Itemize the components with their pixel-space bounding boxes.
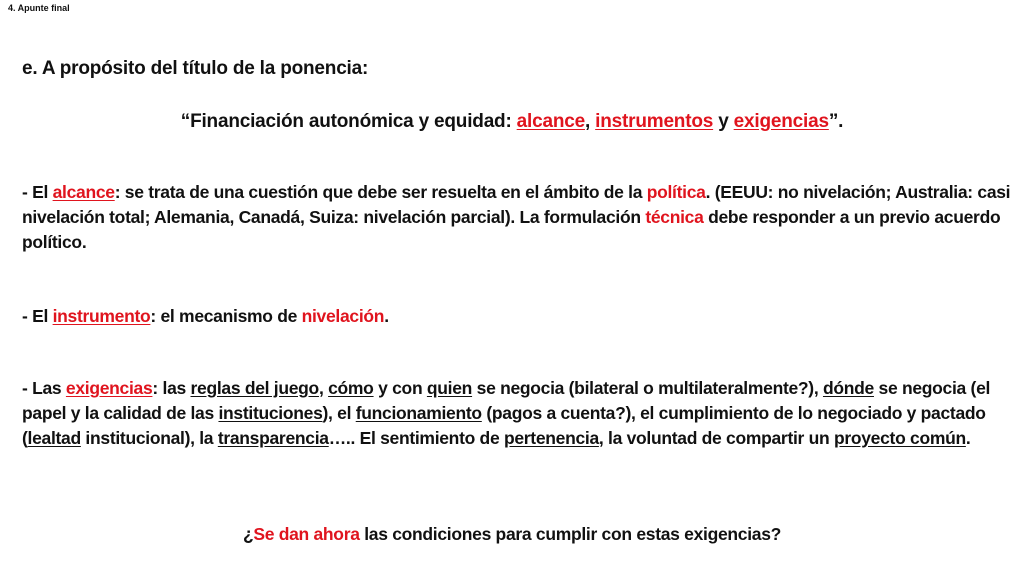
- para-text: (pagos a cuenta?), el cumplimiento de lo negociado y pactado (: [22, 403, 986, 448]
- paragraph-instrumento: [22, 304, 1012, 329]
- keyword-exigencias: exigencias: [65, 378, 153, 398]
- para-text: debe responder a un previo acuerdo político.: [22, 207, 1001, 252]
- para-text: se negocia (el papel y la calidad de las: [22, 378, 991, 423]
- keyword-alcance: alcance: [52, 182, 115, 202]
- term-pertenencia: pertenencia: [503, 428, 599, 448]
- para-text: institucional), la: [80, 428, 218, 448]
- para-text: ,: [318, 378, 329, 398]
- keyword-tecnica: técnica: [645, 207, 704, 227]
- para-text: - El: [22, 306, 53, 326]
- term-instituciones: instituciones: [218, 403, 323, 423]
- section-label: 4. Apunte final: [8, 3, 70, 13]
- term-lealtad: lealtad: [27, 428, 81, 448]
- para-text: - El: [22, 182, 53, 202]
- keyword-nivelacion: nivelación: [301, 306, 385, 326]
- para-text: - Las: [22, 378, 66, 398]
- term-reglas-del-juego: reglas del juego: [190, 378, 319, 398]
- para-text: ), el: [322, 403, 356, 423]
- term-quien: quien: [426, 378, 473, 398]
- title-keyword-alcance: alcance: [516, 111, 585, 132]
- term-como: cómo: [328, 378, 374, 398]
- para-text: : se trata de una cuestión que debe ser resuelta en el ámbito de la: [114, 182, 647, 202]
- para-text: .: [965, 428, 971, 448]
- paragraph-exigencias: [22, 376, 1012, 451]
- closing-rest: las condiciones para cumplir con estas exigencias?: [359, 524, 782, 544]
- title-sep: y: [713, 111, 734, 132]
- term-funcionamiento: funcionamiento: [355, 403, 482, 423]
- keyword-politica: política: [646, 182, 706, 202]
- para-text: y con: [373, 378, 427, 398]
- para-text: ….. El sentimiento de: [328, 428, 504, 448]
- title-keyword-exigencias: exigencias: [733, 111, 829, 132]
- slide-heading: e. A propósito del título de la ponencia:: [22, 58, 369, 79]
- title-close: ”.: [828, 111, 844, 132]
- closing-highlight: Se dan ahora: [253, 524, 360, 544]
- term-proyecto-comun: proyecto común: [833, 428, 966, 448]
- para-text: : el mecanismo de: [150, 306, 302, 326]
- keyword-instrumento: instrumento: [52, 306, 151, 326]
- para-text: , la voluntad de compartir un: [598, 428, 834, 448]
- para-text: .: [384, 306, 389, 326]
- title-sep: ,: [585, 111, 596, 132]
- term-donde: dónde: [822, 378, 874, 398]
- para-text: . (EEUU: no nivelación; Australia: casi nivelación total; Alemania, Canadá, Suiza: nivelación parcial). La formulación: [22, 182, 1011, 227]
- paragraph-alcance: [22, 180, 1012, 255]
- para-text: : las: [152, 378, 191, 398]
- para-text: se negocia (bilateral o multilateralmente?),: [472, 378, 823, 398]
- lecture-title: [0, 111, 1024, 133]
- title-keyword-instrumentos: instrumentos: [595, 111, 714, 132]
- term-transparencia: transparencia: [217, 428, 329, 448]
- question-mark: ¿: [242, 524, 254, 544]
- title-open: “Financiación autonómica y equidad:: [180, 111, 517, 132]
- closing-question: [0, 524, 1024, 545]
